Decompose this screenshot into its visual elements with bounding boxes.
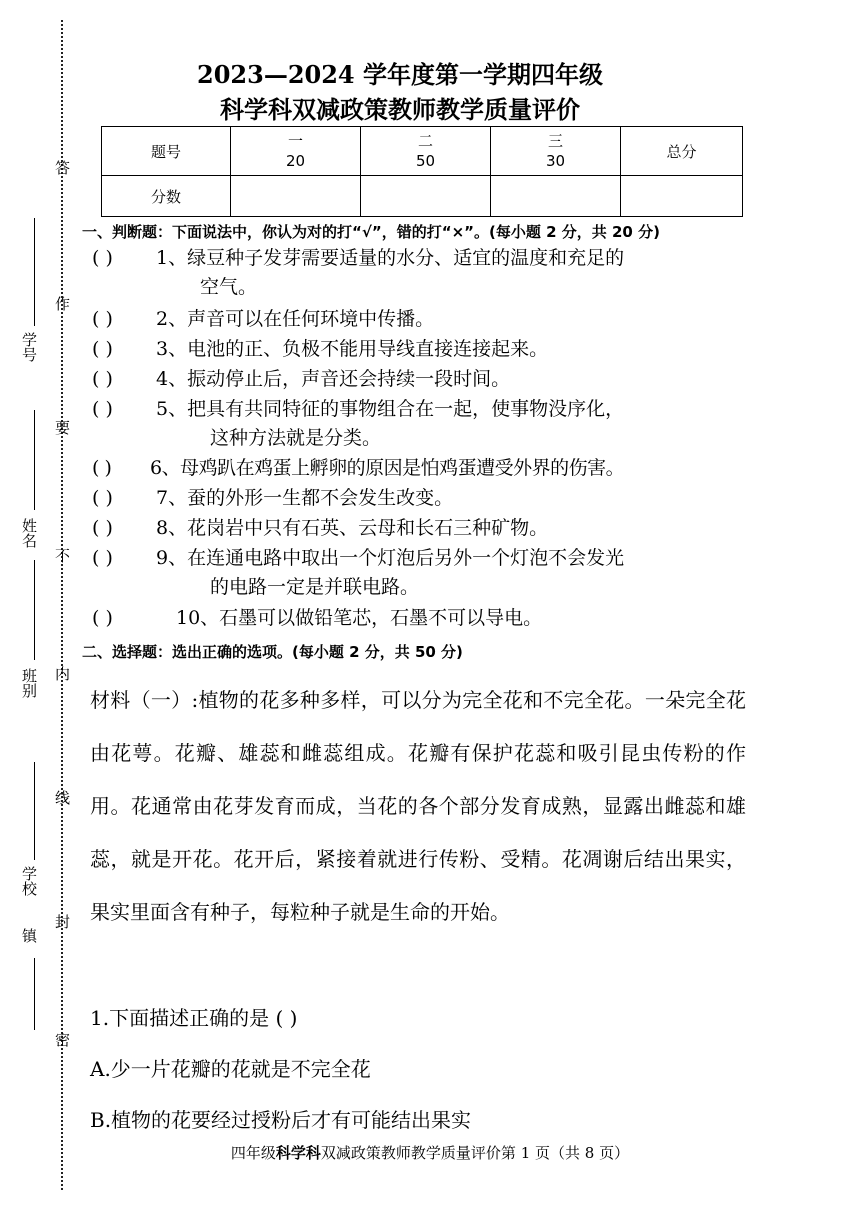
- answer-paren: ( ): [92, 487, 113, 509]
- field-underline: [34, 958, 35, 1030]
- page-title: 2023—2024 学年度第一学期四年级: [197, 60, 603, 89]
- score-column-1: [231, 127, 361, 176]
- item-text: 4、振动停止后，声音还会持续一段时间。: [156, 368, 511, 390]
- true-false-item: [92, 244, 744, 302]
- answer-paren: ( ): [92, 368, 113, 390]
- page-footer: [0, 1142, 860, 1163]
- answer-paren: ( ): [92, 547, 113, 569]
- answer-paren: ( ): [92, 517, 113, 539]
- field-label-class: 班别: [20, 668, 38, 698]
- answer-paren: ( ): [92, 607, 113, 629]
- answer-paren: ( ): [92, 457, 112, 479]
- score-row-label: 分数: [102, 176, 231, 217]
- footer-subject: 科学科: [275, 1144, 321, 1162]
- score-input-cell: [491, 176, 621, 217]
- field-label-student-id: 学号: [20, 332, 38, 362]
- item-text: 8、花岗岩中只有石英、云母和长石三种矿物。: [156, 517, 549, 539]
- column-points: 30: [545, 152, 566, 170]
- true-false-item: [92, 365, 744, 394]
- seal-char: 作: [53, 296, 71, 311]
- score-header-label: 题号: [102, 127, 231, 176]
- answer-paren: ( ): [92, 247, 113, 269]
- column-points: 20: [285, 152, 306, 170]
- true-false-item: [92, 305, 744, 334]
- score-table: [101, 126, 743, 217]
- section2-heading: 二、选择题：选出正确的选项。(每小题 2 分，共 50 分): [82, 643, 463, 661]
- column-points: 50: [415, 152, 436, 170]
- item-text: 6、母鸡趴在鸡蛋上孵卵的原因是怕鸡蛋遭受外界的伤害。: [150, 457, 625, 479]
- option-a: A.少一片花瓣的花就是不完全花: [90, 1057, 371, 1081]
- column-name: 一: [287, 132, 303, 150]
- seal-char: 密: [53, 1032, 71, 1047]
- field-underline: [34, 410, 35, 510]
- score-input-cell: [621, 176, 743, 217]
- seal-char: 封: [53, 914, 71, 929]
- field-underline: [34, 560, 35, 660]
- score-input-cell: [231, 176, 361, 217]
- footer-prefix: 四年级: [230, 1144, 276, 1162]
- true-false-item: [92, 544, 744, 602]
- item-text: 3、电池的正、负极不能用导线直接连接起来。: [156, 338, 549, 360]
- score-column-2: [361, 127, 491, 176]
- item-text: 5、把具有共同特征的事物组合在一起，使事物没序化，: [156, 398, 625, 420]
- item-text-cont: 的电路一定是并联电路。: [210, 576, 420, 598]
- item-text-cont: 空气。: [200, 276, 258, 298]
- seal-char: 答: [53, 160, 71, 175]
- score-total-label: 总分: [621, 127, 743, 176]
- field-label-name: 姓名: [20, 518, 38, 548]
- field-label-school: 学校: [20, 866, 38, 896]
- item-text: 10、石墨可以做铅笔芯，石墨不可以导电。: [176, 607, 543, 629]
- score-input-cell: [361, 176, 491, 217]
- footer-suffix: 双减政策教师教学质量评价第 1 页（共 8 页）: [320, 1144, 630, 1162]
- section1-heading: 一、判断题：下面说法中，你认为对的打“√”，错的打“×”。(每小题 2 分，共 20 分): [82, 223, 660, 241]
- binding-dotted-line: [61, 20, 63, 1190]
- page-subtitle: 科学科双减政策教师教学质量评价: [220, 95, 580, 124]
- column-name: 三: [547, 132, 563, 150]
- field-underline: [34, 218, 35, 326]
- seal-char: 线: [53, 790, 71, 805]
- true-false-item: [92, 514, 744, 543]
- item-text: 1、绿豆种子发芽需要适量的水分、适宜的温度和充足的: [156, 247, 625, 269]
- true-false-item: [92, 395, 744, 453]
- question-1: 1.下面描述正确的是 ( ): [90, 1006, 298, 1030]
- true-false-item: [92, 484, 744, 513]
- column-name: 二: [417, 132, 433, 150]
- field-label-town: 镇: [20, 928, 38, 943]
- field-underline: [34, 762, 35, 860]
- item-text: 2、声音可以在任何环境中传播。: [156, 308, 435, 330]
- true-false-item: [92, 454, 744, 483]
- item-text: 7、蚕的外形一生都不会发生改变。: [156, 487, 454, 509]
- true-false-item: [92, 335, 744, 364]
- reading-material: 材料（一）:植物的花多种多样，可以分为完全花和不完全花。一朵完全花由花萼。花瓣、雄蕊和雌蕊组成。花瓣有保护花蕊和吸引昆虫传粉的作用。花通常由花芽发育而成，当花的各个部分发育成熟，显露出雌蕊和雄蕊，就是开花。花开后，紧接着就进行传粉、受精。花凋谢后结出果实，果实里面含有种子，每粒种子就是生命的开始。: [90, 688, 746, 924]
- seal-char: 要: [53, 420, 71, 435]
- item-text: 9、在连通电路中取出一个灯泡后另外一个灯泡不会发光: [156, 547, 625, 569]
- true-false-item: [92, 604, 744, 633]
- item-text-cont: 这种方法就是分类。: [210, 427, 382, 449]
- answer-paren: ( ): [92, 338, 113, 360]
- seal-char: 不: [53, 548, 71, 563]
- option-b: B.植物的花要经过授粉后才有可能结出果实: [90, 1108, 472, 1132]
- answer-paren: ( ): [92, 308, 113, 330]
- answer-paren: ( ): [92, 398, 113, 420]
- score-column-3: [491, 127, 621, 176]
- seal-char: 内: [53, 666, 71, 681]
